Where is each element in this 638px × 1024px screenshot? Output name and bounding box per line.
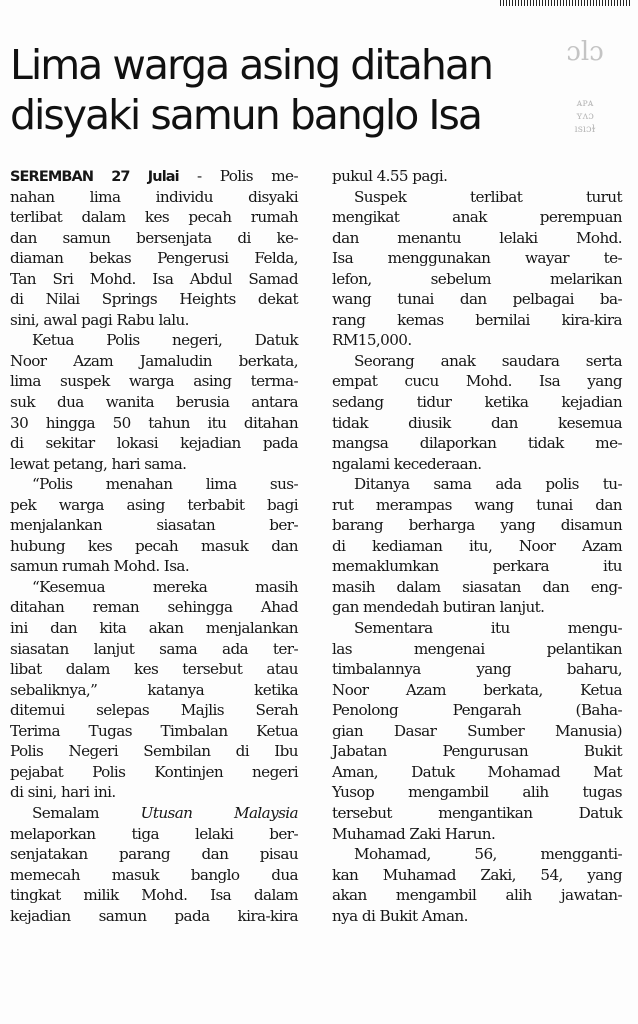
text-line: lewat petang, hari sama. — [10, 454, 187, 473]
text-line: RM15,000. — [332, 331, 412, 350]
text-line — [10, 803, 298, 824]
text-line: mengikat anak perempuan — [332, 208, 622, 227]
text-line: pukul 4.55 pagi. — [332, 167, 448, 185]
margin-bleed-text — [555, 35, 615, 136]
text-line: sedang tidur ketika kejadian — [332, 393, 622, 412]
text-line: menjalankan siasatan ber- — [10, 516, 298, 535]
text-line: dan samun bersenjata di ke- — [10, 228, 298, 247]
text-line: Seorang anak saudara serta — [354, 351, 622, 370]
text-line: dan menantu lelaki Mohd. — [332, 228, 622, 247]
text-line: di Nilai Springs Heights dekat — [10, 290, 298, 309]
text-line: sebaliknya,” katanya ketika — [10, 680, 298, 699]
text-line: kan Muhamad Zaki, 54, yang — [332, 865, 622, 884]
text-line: diaman bekas Pengerusi Felda, — [10, 249, 298, 268]
text-line: Polis Negeri Sembilan di Ibu — [10, 742, 298, 761]
text-fragment: Semalam — [32, 803, 141, 822]
headline — [10, 40, 530, 140]
text-line: gan mendedah butiran lanjut. — [332, 598, 545, 617]
text-line: masih dalam siasatan dan eng- — [332, 577, 622, 596]
text-line: di kediaman itu, Noor Azam — [332, 536, 622, 555]
text-line: suk dua wanita berusia antara — [10, 393, 298, 412]
text-line: tidak diusik dan kesemua — [332, 413, 622, 432]
text-line: Noor Azam Jamaludin berkata, — [10, 351, 298, 370]
text-line: Penolong Pengarah (Baha- — [332, 701, 622, 720]
text-line: memecah masuk banglo dua — [10, 865, 298, 884]
text-line: Suspek terlibat turut — [354, 187, 622, 206]
text-line: kejadian samun pada kira-kira — [10, 906, 298, 925]
text-line: Ditanya sama ada polis tu- — [354, 475, 622, 494]
text-line: Yusop mengambil alih tugas — [332, 783, 622, 802]
right-column — [332, 166, 622, 926]
text-line: akan mengambil alih jawatan- — [332, 886, 622, 905]
text-line: “Polis menahan lima sus- — [32, 475, 298, 494]
text-line: pek warga asing terbabit bagi — [10, 495, 298, 514]
text-line: Jabatan Pengurusan Bukit — [332, 742, 622, 761]
text-line: rang kemas bernilai kira-kira — [332, 310, 622, 329]
left-column — [10, 166, 298, 926]
text-line: ditahan reman sehingga Ahad — [10, 598, 298, 617]
text-line: ngalami kecederaan. — [332, 454, 482, 473]
text-line: senjatakan parang dan pisau — [10, 845, 298, 864]
margin-mark: ᴀᴩᴀ — [576, 98, 594, 109]
text-line: wang tunai dan pelbagai ba- — [332, 290, 622, 309]
text-line: Isa menggunakan wayar te- — [332, 249, 622, 268]
text-line: ini dan kita akan menjalankan — [10, 619, 298, 638]
text-line: melaporkan tiga lelaki ber- — [10, 824, 298, 843]
text-line: nya di Bukit Aman. — [332, 906, 468, 925]
text-line: gian Dasar Sumber Manusia) — [332, 721, 622, 740]
text-line: tersebut mengantikan Datuk — [332, 803, 622, 822]
text-line: libat dalam kes tersebut atau — [10, 660, 298, 679]
text-line: “Kesemua mereka masih — [32, 577, 298, 596]
text-line: Mohamad, 56, mengganti- — [354, 845, 622, 864]
text-line: di sekitar lokasi kejadian pada — [10, 434, 298, 453]
margin-mark: ısıɔɫ — [574, 124, 596, 135]
text-line: barang berharga yang disamun — [332, 516, 622, 535]
text-line: lefon, sebelum melarikan — [332, 269, 622, 288]
text-line: nahan lima individu disyaki — [10, 187, 298, 206]
text-line: lima suspek warga asing terma- — [10, 372, 298, 391]
text-line: hubung kes pecah masuk dan — [10, 536, 298, 555]
text-line: rut merampas wang tunai dan — [332, 495, 622, 514]
headline-line-1: Lima warga asing ditahan — [10, 41, 492, 89]
text-line: Terima Tugas Timbalan Ketua — [10, 721, 298, 740]
margin-mark: ɔlɔ — [566, 37, 604, 67]
text-line: pejabat Polis Kontinjen negeri — [10, 762, 298, 781]
text-line: sini, awal pagi Rabu lalu. — [10, 310, 189, 329]
text-line: memaklumkan perkara itu — [332, 557, 622, 576]
text-line: siasatan lanjut sama ada ter- — [10, 639, 298, 658]
text-line: tingkat milik Mohd. Isa dalam — [10, 886, 298, 905]
text-line: las mengenai pelantikan — [332, 639, 622, 658]
text-line: samun rumah Mohd. Isa. — [10, 557, 190, 576]
article-body — [10, 166, 630, 926]
text-line: Noor Azam berkata, Ketua — [332, 680, 622, 699]
text-line: Muhamad Zaki Harun. — [332, 824, 496, 843]
text-line: empat cucu Mohd. Isa yang — [332, 372, 622, 391]
text-fragment: - Polis me- — [178, 167, 298, 185]
text-line: Ketua Polis negeri, Datuk — [32, 331, 298, 350]
headline-line-2: disyaki samun banglo Isa — [10, 91, 482, 139]
scan-edge-marks — [500, 0, 630, 6]
text-line: ditemui selepas Majlis Serah — [10, 701, 298, 720]
text-line: timbalannya yang baharu, — [332, 660, 622, 679]
text-line: Tan Sri Mohd. Isa Abdul Samad — [10, 269, 298, 288]
publication-name: Utusan Malaysia — [140, 803, 298, 822]
margin-mark: ʏʌɔ — [576, 111, 594, 122]
text-line: Aman, Datuk Mohamad Mat — [332, 762, 622, 781]
text-line: mangsa dilaporkan tidak me- — [332, 434, 622, 453]
text-line: di sini, hari ini. — [10, 783, 116, 802]
text-line: 30 hingga 50 tahun itu ditahan — [10, 413, 298, 432]
text-line — [10, 166, 298, 187]
text-line: Sementara itu mengu- — [354, 619, 622, 638]
dateline: SEREMBAN 27 Julai — [10, 169, 179, 185]
text-line: terlibat dalam kes pecah rumah — [10, 208, 298, 227]
